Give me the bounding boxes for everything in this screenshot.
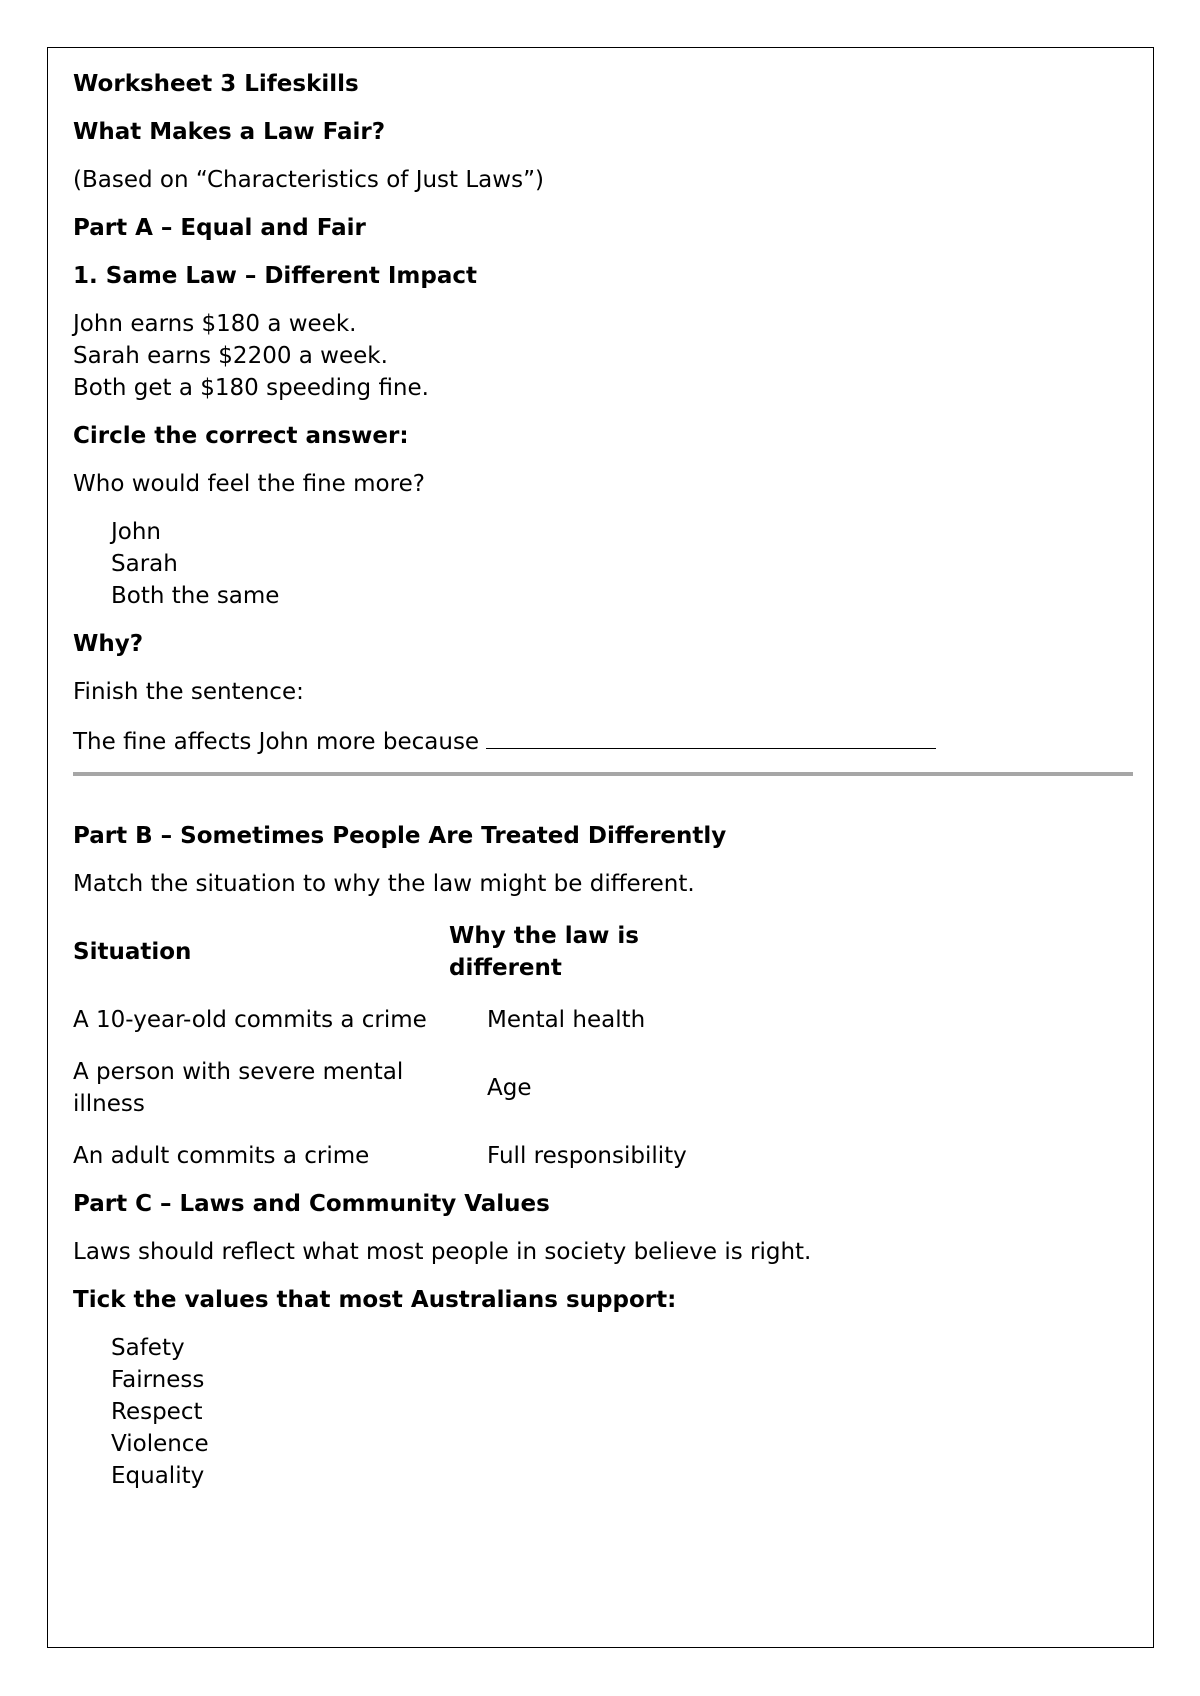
sentence-start: The fine affects John more because <box>73 729 480 755</box>
worksheet-title: Worksheet 3 Lifeskills <box>73 71 359 97</box>
col-situation-header: Situation <box>73 939 192 965</box>
why-cell: Mental health <box>487 1007 646 1033</box>
value-option-equality[interactable]: Equality <box>111 1463 205 1489</box>
table-row <box>73 1120 747 1172</box>
answer-options <box>73 516 1133 612</box>
scenario-text <box>73 308 1133 404</box>
sentence-prompt <box>73 724 1133 758</box>
values-list <box>73 1332 1133 1492</box>
value-option-safety[interactable]: Safety <box>111 1335 185 1361</box>
scenario-line: Sarah earns $2200 a week. <box>73 343 388 369</box>
why-heading: Why? <box>73 631 144 657</box>
values-statement: Laws should reflect what most people in society believe is right. <box>73 1239 812 1265</box>
scenario-line: Both get a $180 speeding fine. <box>73 375 429 401</box>
answer-blank[interactable] <box>486 724 936 749</box>
part-b-heading: Part B – Sometimes People Are Treated Differently <box>73 823 727 849</box>
answer-option-both[interactable]: Both the same <box>111 583 280 609</box>
worksheet <box>73 68 1133 1492</box>
section-divider <box>73 772 1133 776</box>
part-c-heading: Part C – Laws and Community Values <box>73 1191 550 1217</box>
table-header-row <box>73 920 747 984</box>
question-text: Who would feel the fine more? <box>73 471 425 497</box>
based-on-note: (Based on “Characteristics of Just Laws”) <box>73 167 544 193</box>
part-a-heading: Part A – Equal and Fair <box>73 215 366 241</box>
situation-cell: An adult commits a crime <box>73 1143 370 1169</box>
worksheet-subtitle: What Makes a Law Fair? <box>73 119 386 145</box>
answer-option-john[interactable]: John <box>111 519 162 545</box>
match-instruction: Match the situation to why the law might be different. <box>73 871 695 897</box>
tick-instruction: Tick the values that most Australians support: <box>73 1287 677 1313</box>
why-cell: Age <box>487 1075 532 1101</box>
col-why-header: Why the law is different <box>449 923 639 981</box>
circle-instruction: Circle the correct answer: <box>73 423 409 449</box>
question-1-heading: 1. Same Law – Different Impact <box>73 263 478 289</box>
table-row <box>73 1036 747 1120</box>
value-option-fairness[interactable]: Fairness <box>111 1367 205 1393</box>
value-option-respect[interactable]: Respect <box>111 1399 203 1425</box>
why-cell: Full responsibility <box>487 1143 687 1169</box>
value-option-violence[interactable]: Violence <box>111 1431 209 1457</box>
finish-instruction: Finish the sentence: <box>73 679 304 705</box>
scenario-line: John earns $180 a week. <box>73 311 357 337</box>
table-row <box>73 984 747 1036</box>
answer-option-sarah[interactable]: Sarah <box>111 551 178 577</box>
matching-table <box>73 920 747 1172</box>
situation-cell: A person with severe mental illness <box>73 1059 404 1117</box>
situation-cell: A 10-year-old commits a crime <box>73 1007 427 1033</box>
